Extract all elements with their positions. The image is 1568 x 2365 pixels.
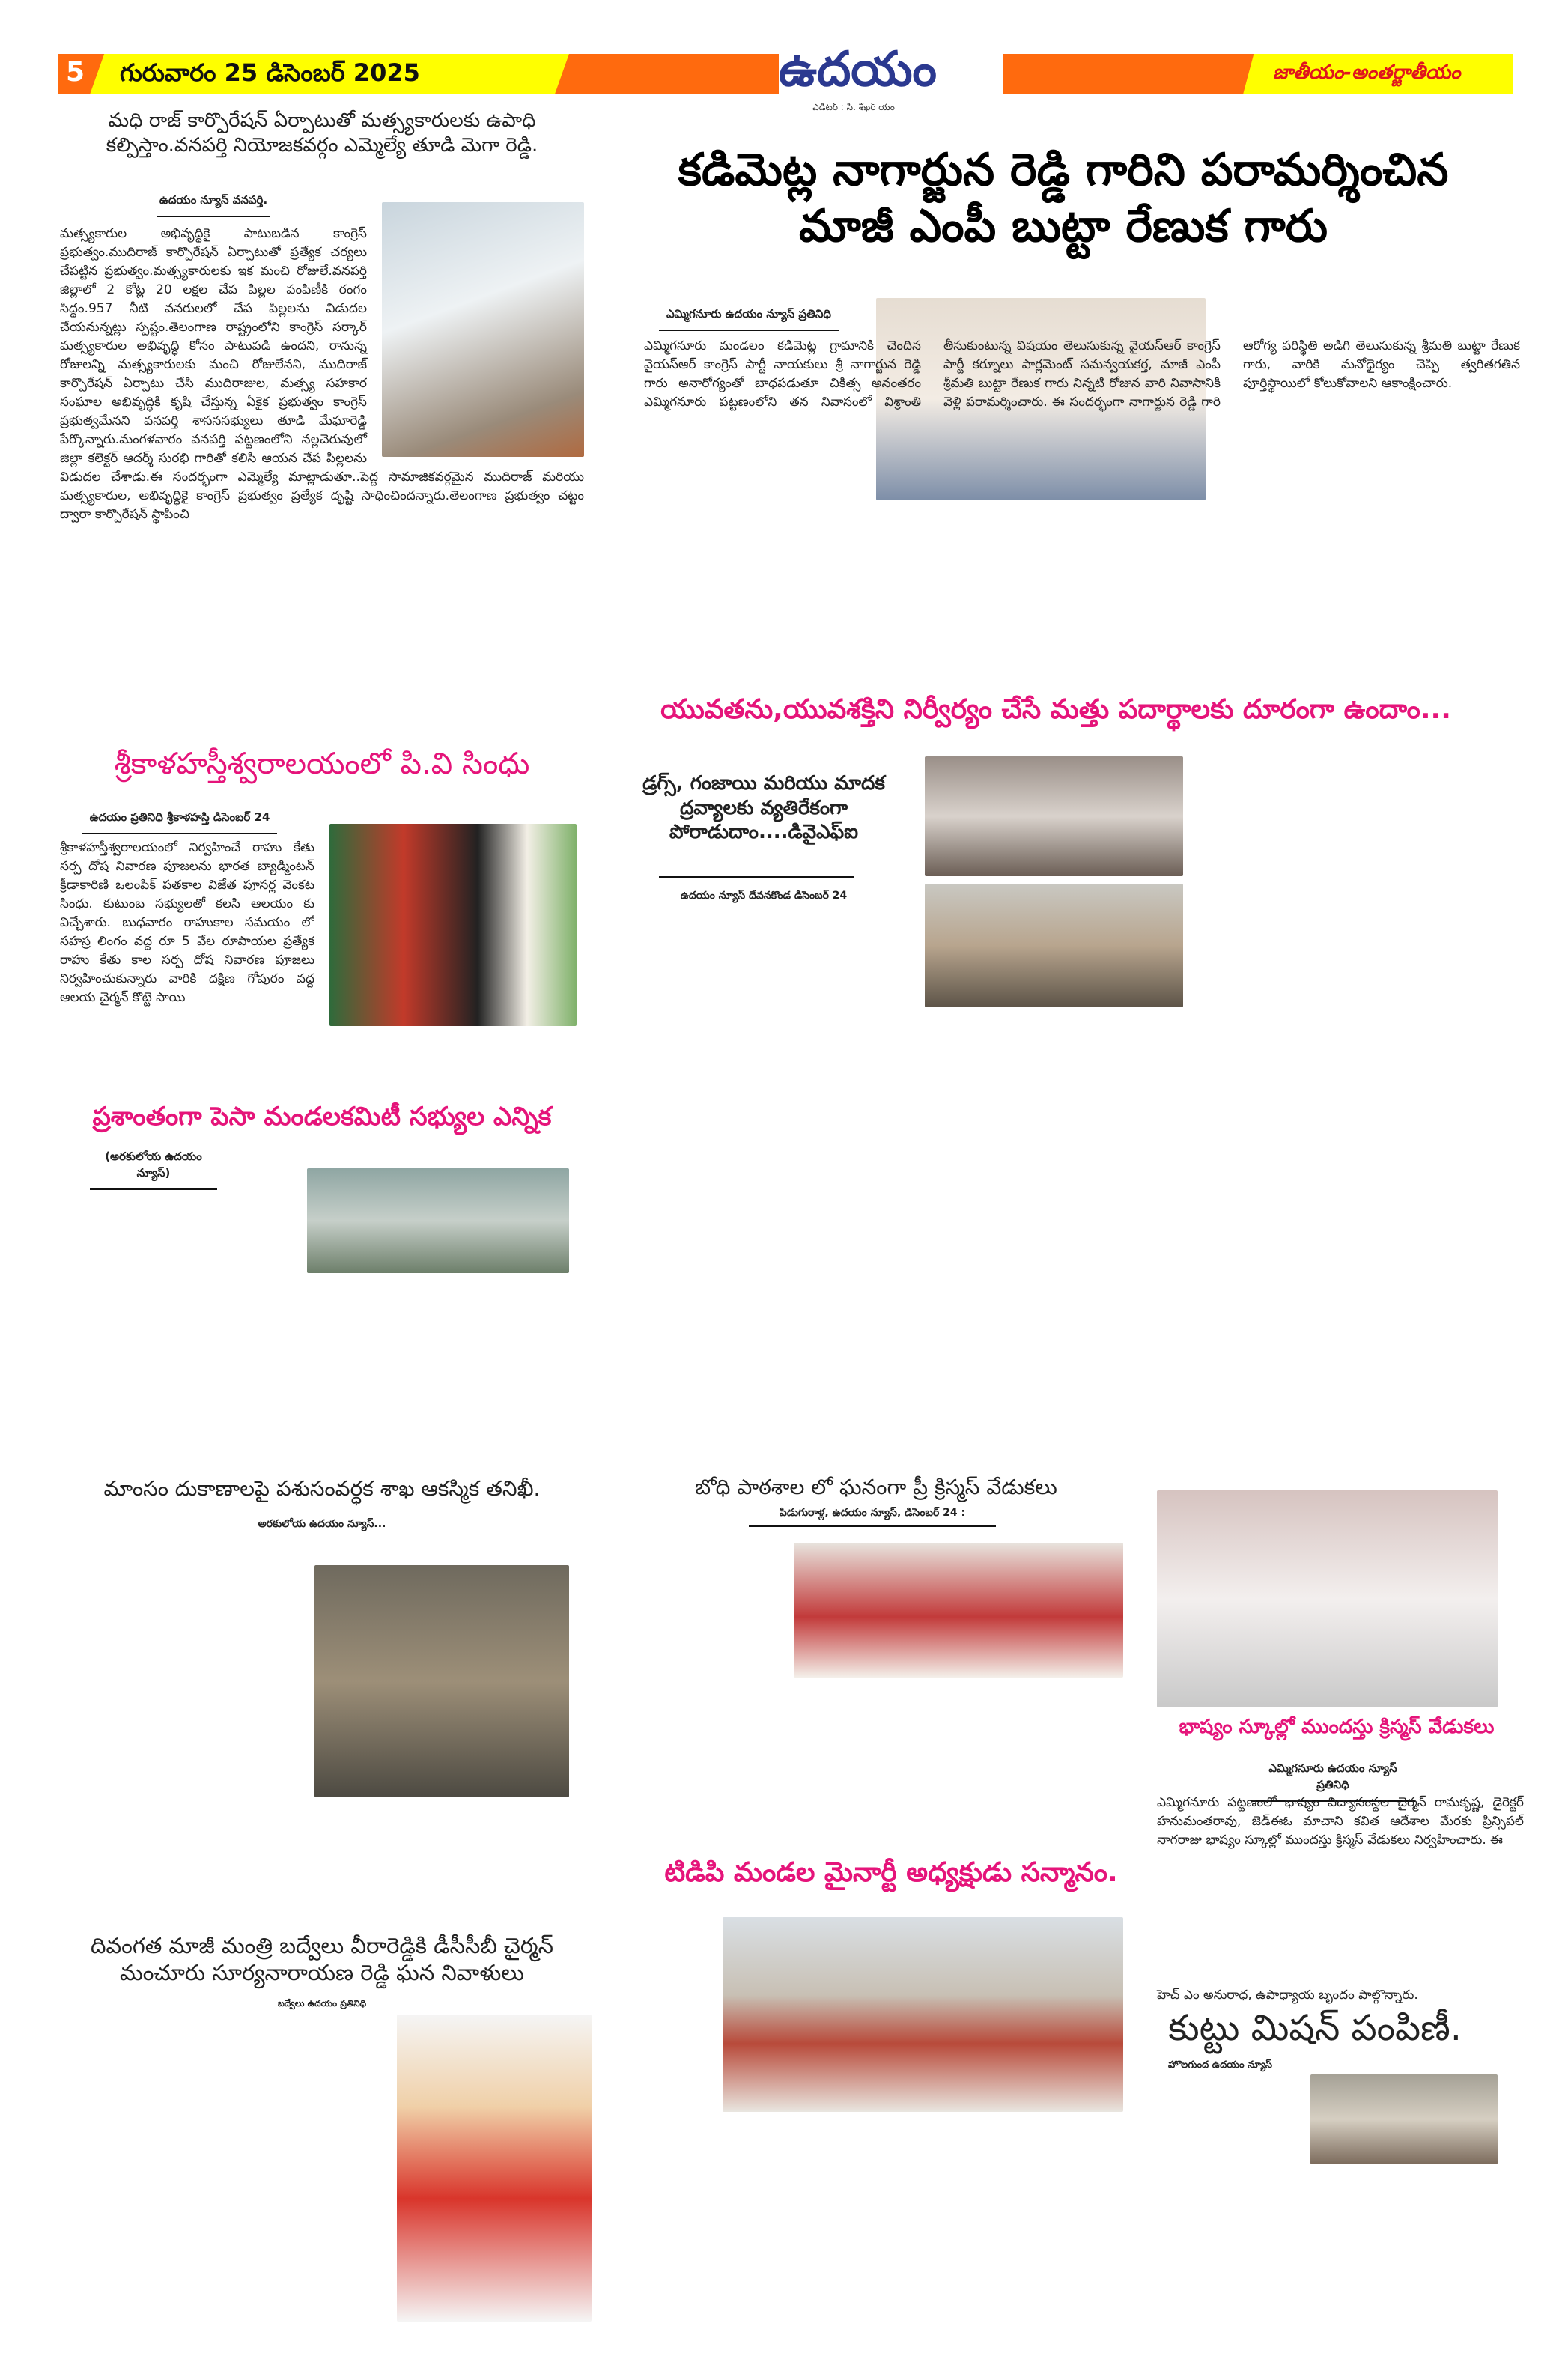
- article-fishermen-body: [60, 225, 584, 734]
- main-headline-line1: కడిమెట్ల నాగార్జున రెడ్డి గారిని పరామర్శించిన: [678, 144, 1449, 196]
- article-bhashyam-body: ఎమ్మిగనూరు పట్టణంలో భాష్యం విద్యాసంస్థల చైర్మన్ రామకృష్ణ, డైరెక్టర్ హనుమంతరావు, జెడ్ఈఓ మాచాని కవిత ఆదేశాల మేరకు ప్రిన్సిపల్ నాగరాజు భాష్యం స్కూల్లో ముందస్తు క్రిస్మస్ వేడుకలు నిర్వహించారు. ఈ: [1157, 1795, 1524, 1848]
- section-title: జాతీయం-అంతర్జాతీయం: [1273, 61, 1461, 84]
- headline-meat-inspection: మాంసం దుకాణాలపై పశుసంవర్ధక శాఖ ఆకస్మిక తనిఖీ.: [103, 1476, 541, 1501]
- headline-youth-banner: యువతను,యువశక్తిని నిర్వీర్యం చేసే మత్తు పదార్థాలకు దూరంగా ఉందాం...: [660, 694, 1451, 725]
- headline-kuttu-mission: కుట్టు మిషన్ పంపిణీ.: [1168, 2007, 1462, 2049]
- photo-dyfi-rally-1: [925, 756, 1183, 876]
- byline-pesa: (అరకులోయ ఉదయం న్యూస్): [90, 1150, 217, 1190]
- page-number: 5: [66, 57, 85, 88]
- body-text: మత్స్యకారుల అభివృద్ధికై పాటుబడిన కాంగ్రెస్ ప్రభుత్వం.ముదిరాజ్ కార్పొరేషన్ ఏర్పాటుతో ప్రత్యేక చర్యలు చేపట్టిన ప్రభుత్వం.మత్స్యకారులకు ఇక మంచి రోజులే.వనపర్తి జిల్లాలో 2 కోట్ల 20 లక్షల చేప పిల్లల పంపిణీకి రంగం సిద్ధం.957 నీటి వనరులలో చేప పిల్లలను విడుదల చేయనున్నట్లు స్పష్టం.తెలంగాణ రాష్ట్రంలోని కాంగ్రెస్ సర్కార్ మత్స్యకారుల అభివృద్ధి కోసం పాటుపడి ఉందని, రానున్న రోజులన్ని మత్స్యకారులకు మంచి రోజులేనని, ముదిరాజ్ కార్పొరేషన్ ఏర్పాటు చేసి ముదిరాజుల, మత్స్య సహకార సంఘాల అభివృద్ధికి కృషి చేస్తున్న ఏకైక ప్రభుత్వం కాంగ్రెస్ ప్రభుత్వమేనని వనపర్తి శాసనసభ్యులు తూడి మేఘారెడ్డి పేర్కొన్నారు.మంగళవారం వనపర్తి పట్టణంలోని నల్లచెరువులో జిల్లా కలెక్టర్ ఆదర్శ్ సురభి గారితో కలిసి ఆయన చేప పిల్లలను విడుదల చేశాడు.ఈ సందర్భంగా ఎమ్మెల్యే మాట్లాడుతూ..పెద్ద సామాజికవర్గమైన ముదిరాజ్ మరియు మత్స్యకారుల, అభివృద్ధికై కాంగ్రెస్ ప్రభుత్వం ప్రత్యేక దృష్టి సాధించిందన్నారు.తెలంగాణ ప్రభుత్వం చట్టం ద్వారా కార్పొరేషన్ స్థాపించి: [60, 226, 584, 522]
- photo-sewing-machine-distribution: [1310, 2074, 1498, 2164]
- article-bhashyam-closing: హెచ్ ఎం అనురాధ, ఉపాధ్యాయ బృందం పాల్గొన్నారు.: [1157, 1988, 1418, 2003]
- byline-meat: అరకులోయ ఉదయం న్యూస్...: [258, 1518, 386, 1530]
- body-text: ఎమ్మిగనూరు మండలం కడిమెట్ల గ్రామానికి చెందిన వైయస్ఆర్ కాంగ్రెస్ పార్టీ నాయకులు శ్రీ నాగార్జున రెడ్డి గారు అనారోగ్యంతో బాధపడుతూ చికిత్స అనంతరం ఎమ్మిగనూరు పట్టణంలోని తన నివాసంలో విశ్రాంతి తీసుకుంటున్న విషయం తెలుసుకున్న వైయస్ఆర్ కాంగ్రెస్ పార్టీ కర్నూలు పార్లమెంట్ సమన్వయకర్త, మాజీ ఎంపీ శ్రీమతి బుట్టా రేణుక గారు నిన్నటి రోజున వారి నివాసానికి వెళ్లి పరామర్శించారు. ఈ సందర్భంగా నాగార్జున రెడ్డి గారి ఆరోగ్య పరిస్థితి అడిగి తెలుసుకున్న శ్రీమతి బుట్టా రేణుక గారు, వారికి మనోధైర్యం చెప్పి త్వరితగతిన పూర్తిస్థాయిలో కోలుకోవాలని ఆకాంక్షించారు.: [644, 338, 1520, 410]
- photo-meat-shop: [314, 1565, 569, 1797]
- headline-bodhi-christmas: బోధి పాఠశాల లో ఘనంగా ప్రీ క్రిస్మస్ వేడుకలు: [695, 1475, 1057, 1499]
- byline-kuttu: హొలగుంద ఉదయం న్యూస్: [1168, 2059, 1273, 2071]
- editor-line: ఎడిటర్ : సి. శేఖర్ యం: [812, 102, 895, 112]
- photo-pv-sindhu: [329, 824, 577, 1026]
- byline-fishermen: ఉదయం న్యూస్ వనపర్తి.: [157, 193, 270, 217]
- headline-fishermen: మధి రాజ్ కార్పొరేషన్ ఏర్పాటుతో మత్స్యకారులకు ఉపాధి కల్పిస్తాం.వనపర్తి నియోజకవర్గం ఎమ్మెల్యే తూడి మెగా రెడ్డి.: [106, 109, 538, 157]
- photo-spacer: [367, 225, 584, 464]
- article-kadimetla-body: [644, 337, 1520, 637]
- photo-dyfi-rally-2: [925, 884, 1183, 1007]
- byline-bodhi: పిడుగురాళ్ల, ఉదయం న్యూస్, డిసెంబర్ 24 :: [749, 1507, 996, 1527]
- byline-veera-reddy: బద్వేలు ఉదయం ప్రతినిధి: [277, 1998, 367, 2009]
- issue-date: గురువారం 25 డిసెంబర్ 2025: [120, 58, 420, 87]
- masthead-logo: [779, 37, 938, 127]
- byline-drugs: ఉదయం న్యూస్ దేవనకొండ డిసెంబర్ 24: [680, 890, 848, 902]
- photo-bodhi-celebration: [794, 1543, 1123, 1678]
- main-headline-line2: మాజీ ఎంపీ బుట్టా రేణుక గారు: [798, 200, 1328, 252]
- headline-pesa: ప్రశాంతంగా పెసా మండలకమిటీ సభ్యుల ఎన్నిక: [92, 1102, 552, 1132]
- headline-pv-sindhu: శ్రీకాళహస్తీశ్వరాలయంలో పి.వి సింధు: [114, 747, 530, 781]
- photo-bhashyam-kids: [1157, 1490, 1498, 1707]
- photo-surya-narayana-reddy: [397, 2015, 592, 2322]
- article-pv-sindhu-body: శ్రీకాళహస్తీశ్వరాలయంలో నిర్వహించే రాహు కేతు సర్ప దోష నివారణ పూజలను భారత బ్యాడ్మింటన్ క్రీడాకారిణి ఒలంపిక్ పతకాల విజేత పూసర్ల వెంకట సింధు. కుటుంబ సభ్యులతో కలసి ఆలయం కు విచ్చేశారు. బుధవారం రాహుకాల సమయం లో సహస్ర లింగం వద్ద రూ 5 వేల రూపాయల ప్రత్యేక రాహు కేతు కాల సర్ప దోష నివారణ పూజలు నిర్వహించుకున్నారు వారికి దక్షిణ గోపురం వద్ద ఆలయ చైర్మన్ కొట్టె సాయి: [60, 840, 314, 1005]
- masthead-title: ఉదయం: [779, 41, 938, 97]
- byline-kadimetla: ఎమ్మిగనూరు ఉదయం న్యూస్ ప్రతినిధి: [659, 307, 839, 331]
- byline-pv-sindhu: ఉదయం ప్రతినిధి శ్రీకాళహస్తి డిసెంబర్ 24: [82, 810, 277, 834]
- main-headline: [599, 142, 1528, 255]
- headline-drugs: డ్రగ్స్, గంజాయి మరియు మాదక ద్రవ్యాలకు వ్యతిరేకంగా పోరాడుదాం....డివైఎఫ్ఐ: [642, 772, 885, 843]
- divider: [659, 876, 854, 878]
- byline-bhashyam: ఎమ్మిగనూరు ఉదయం న్యూస్ ప్రతినిధి: [1251, 1761, 1415, 1802]
- headline-veera-reddy: దివంగత మాజీ మంత్రి బద్వేలు వీరారెడ్డికి డీసీసీబీ చైర్మన్ మంచూరు సూర్యనారాయణ రెడ్డి ఘన నివాళులు: [91, 1933, 553, 1986]
- photo-tdp-felicitation: [723, 1917, 1123, 2112]
- headline-bhashyam: భాష్యం స్కూల్లో ముందస్తు క్రిస్మస్ వేడుకలు: [1179, 1716, 1495, 1738]
- headline-tdp-minority: టిడిపి మండల మైనార్టీ అధ్యక్షుడు సన్మానం.: [664, 1857, 1118, 1888]
- photo-pesa-committee: [307, 1168, 569, 1273]
